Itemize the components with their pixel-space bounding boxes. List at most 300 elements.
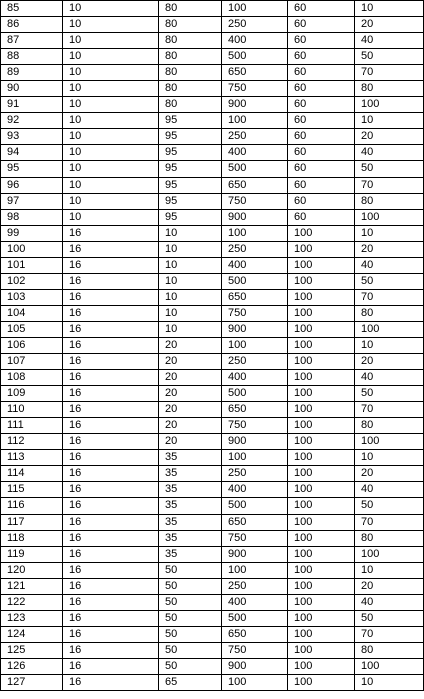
table-cell: 400 bbox=[222, 257, 288, 273]
table-row bbox=[1, 530, 424, 546]
table-cell: 110 bbox=[1, 402, 63, 418]
table-row bbox=[1, 33, 424, 49]
table-cell: 10 bbox=[355, 450, 424, 466]
table-cell: 16 bbox=[63, 674, 159, 690]
table-cell: 99 bbox=[1, 225, 63, 241]
table-cell: 80 bbox=[355, 642, 424, 658]
table-cell: 500 bbox=[222, 498, 288, 514]
table-cell: 80 bbox=[159, 33, 222, 49]
table-body bbox=[1, 1, 424, 691]
table-cell: 16 bbox=[63, 402, 159, 418]
table-cell: 100 bbox=[288, 658, 355, 674]
table-row bbox=[1, 273, 424, 289]
table-cell: 20 bbox=[159, 434, 222, 450]
table-cell: 20 bbox=[159, 337, 222, 353]
table-row bbox=[1, 418, 424, 434]
table-cell: 16 bbox=[63, 434, 159, 450]
table-cell: 20 bbox=[355, 129, 424, 145]
table-cell: 40 bbox=[355, 594, 424, 610]
table-cell: 70 bbox=[355, 65, 424, 81]
table-cell: 109 bbox=[1, 386, 63, 402]
table-cell: 35 bbox=[159, 498, 222, 514]
table-cell: 16 bbox=[63, 578, 159, 594]
table-row bbox=[1, 225, 424, 241]
table-cell: 98 bbox=[1, 209, 63, 225]
table-cell: 10 bbox=[355, 113, 424, 129]
table-cell: 100 bbox=[1, 241, 63, 257]
table-cell: 16 bbox=[63, 642, 159, 658]
table-cell: 60 bbox=[288, 209, 355, 225]
table-cell: 115 bbox=[1, 482, 63, 498]
table-row bbox=[1, 161, 424, 177]
table-cell: 100 bbox=[288, 225, 355, 241]
table-cell: 100 bbox=[288, 578, 355, 594]
table-cell: 16 bbox=[63, 386, 159, 402]
table-cell: 100 bbox=[288, 610, 355, 626]
table-cell: 80 bbox=[355, 418, 424, 434]
table-cell: 60 bbox=[288, 145, 355, 161]
table-cell: 10 bbox=[63, 145, 159, 161]
table-cell: 35 bbox=[159, 514, 222, 530]
table-row bbox=[1, 289, 424, 305]
table-cell: 10 bbox=[159, 321, 222, 337]
table-cell: 80 bbox=[355, 193, 424, 209]
table-row bbox=[1, 49, 424, 65]
table-cell: 100 bbox=[222, 562, 288, 578]
table-cell: 250 bbox=[222, 578, 288, 594]
table-row bbox=[1, 386, 424, 402]
table-cell: 16 bbox=[63, 273, 159, 289]
table-cell: 750 bbox=[222, 530, 288, 546]
table-cell: 16 bbox=[63, 530, 159, 546]
table-cell: 100 bbox=[288, 546, 355, 562]
table-cell: 91 bbox=[1, 97, 63, 113]
table-row bbox=[1, 434, 424, 450]
table-cell: 20 bbox=[355, 578, 424, 594]
table-cell: 10 bbox=[63, 33, 159, 49]
table-cell: 100 bbox=[288, 642, 355, 658]
table-cell: 16 bbox=[63, 546, 159, 562]
table-cell: 500 bbox=[222, 161, 288, 177]
table-cell: 650 bbox=[222, 626, 288, 642]
table-cell: 95 bbox=[159, 145, 222, 161]
table-cell: 400 bbox=[222, 482, 288, 498]
table-cell: 95 bbox=[1, 161, 63, 177]
table-cell: 95 bbox=[159, 177, 222, 193]
table-cell: 20 bbox=[159, 402, 222, 418]
table-cell: 10 bbox=[63, 113, 159, 129]
table-cell: 40 bbox=[355, 33, 424, 49]
table-cell: 95 bbox=[159, 193, 222, 209]
table-cell: 60 bbox=[288, 1, 355, 17]
table-cell: 100 bbox=[222, 674, 288, 690]
table-cell: 40 bbox=[355, 370, 424, 386]
table-cell: 16 bbox=[63, 321, 159, 337]
table-cell: 16 bbox=[63, 626, 159, 642]
table-cell: 100 bbox=[288, 466, 355, 482]
table-row bbox=[1, 65, 424, 81]
table-cell: 10 bbox=[159, 273, 222, 289]
table-cell: 16 bbox=[63, 257, 159, 273]
table-cell: 124 bbox=[1, 626, 63, 642]
table-cell: 92 bbox=[1, 113, 63, 129]
table-cell: 100 bbox=[288, 241, 355, 257]
table-cell: 50 bbox=[159, 658, 222, 674]
table-cell: 250 bbox=[222, 17, 288, 33]
table-cell: 50 bbox=[355, 161, 424, 177]
table-cell: 100 bbox=[288, 305, 355, 321]
table-cell: 122 bbox=[1, 594, 63, 610]
table-cell: 35 bbox=[159, 546, 222, 562]
table-cell: 50 bbox=[355, 386, 424, 402]
table-cell: 20 bbox=[159, 418, 222, 434]
table-cell: 80 bbox=[159, 97, 222, 113]
table-cell: 10 bbox=[159, 257, 222, 273]
table-cell: 50 bbox=[159, 626, 222, 642]
table-cell: 65 bbox=[159, 674, 222, 690]
table-cell: 80 bbox=[159, 65, 222, 81]
table-row bbox=[1, 97, 424, 113]
table-cell: 118 bbox=[1, 530, 63, 546]
table-row bbox=[1, 466, 424, 482]
table-cell: 100 bbox=[288, 626, 355, 642]
table-cell: 100 bbox=[288, 257, 355, 273]
table-cell: 105 bbox=[1, 321, 63, 337]
table-cell: 20 bbox=[355, 17, 424, 33]
table-row bbox=[1, 129, 424, 145]
table-cell: 112 bbox=[1, 434, 63, 450]
table-cell: 400 bbox=[222, 145, 288, 161]
table-cell: 16 bbox=[63, 594, 159, 610]
table-cell: 20 bbox=[159, 370, 222, 386]
table-cell: 100 bbox=[288, 370, 355, 386]
table-cell: 60 bbox=[288, 161, 355, 177]
table-cell: 40 bbox=[355, 257, 424, 273]
table-row bbox=[1, 370, 424, 386]
table-cell: 94 bbox=[1, 145, 63, 161]
table-cell: 70 bbox=[355, 626, 424, 642]
table-cell: 60 bbox=[288, 65, 355, 81]
table-cell: 60 bbox=[288, 97, 355, 113]
table-cell: 16 bbox=[63, 241, 159, 257]
table-cell: 100 bbox=[222, 337, 288, 353]
table-cell: 121 bbox=[1, 578, 63, 594]
table-cell: 70 bbox=[355, 289, 424, 305]
table-cell: 16 bbox=[63, 562, 159, 578]
table-row bbox=[1, 257, 424, 273]
table-cell: 400 bbox=[222, 370, 288, 386]
table-cell: 250 bbox=[222, 466, 288, 482]
table-cell: 16 bbox=[63, 450, 159, 466]
table-row bbox=[1, 1, 424, 17]
table-cell: 50 bbox=[159, 562, 222, 578]
table-cell: 120 bbox=[1, 562, 63, 578]
table-row bbox=[1, 482, 424, 498]
table-cell: 16 bbox=[63, 658, 159, 674]
table-cell: 80 bbox=[159, 17, 222, 33]
table-cell: 20 bbox=[159, 354, 222, 370]
table-row bbox=[1, 177, 424, 193]
table-cell: 100 bbox=[288, 562, 355, 578]
table-cell: 100 bbox=[288, 594, 355, 610]
table-cell: 16 bbox=[63, 225, 159, 241]
table-cell: 100 bbox=[288, 289, 355, 305]
table-cell: 95 bbox=[159, 161, 222, 177]
table-cell: 10 bbox=[159, 289, 222, 305]
table-cell: 900 bbox=[222, 658, 288, 674]
table-cell: 100 bbox=[288, 418, 355, 434]
table-row bbox=[1, 17, 424, 33]
table-cell: 111 bbox=[1, 418, 63, 434]
table-cell: 93 bbox=[1, 129, 63, 145]
table-cell: 80 bbox=[355, 530, 424, 546]
table-cell: 80 bbox=[159, 49, 222, 65]
table-row bbox=[1, 354, 424, 370]
table-row bbox=[1, 658, 424, 674]
table-cell: 16 bbox=[63, 337, 159, 353]
table-cell: 100 bbox=[288, 337, 355, 353]
table-cell: 95 bbox=[159, 129, 222, 145]
table-cell: 35 bbox=[159, 450, 222, 466]
table-cell: 750 bbox=[222, 642, 288, 658]
table-cell: 119 bbox=[1, 546, 63, 562]
table-cell: 127 bbox=[1, 674, 63, 690]
table-cell: 100 bbox=[288, 514, 355, 530]
table-cell: 96 bbox=[1, 177, 63, 193]
table-cell: 108 bbox=[1, 370, 63, 386]
table-cell: 900 bbox=[222, 434, 288, 450]
table-cell: 500 bbox=[222, 273, 288, 289]
table-cell: 100 bbox=[288, 450, 355, 466]
table-cell: 50 bbox=[159, 594, 222, 610]
table-cell: 10 bbox=[63, 65, 159, 81]
table-cell: 100 bbox=[288, 674, 355, 690]
table-cell: 35 bbox=[159, 530, 222, 546]
table-cell: 100 bbox=[288, 402, 355, 418]
table-cell: 650 bbox=[222, 65, 288, 81]
table-row bbox=[1, 241, 424, 257]
table-cell: 50 bbox=[355, 498, 424, 514]
table-row bbox=[1, 402, 424, 418]
table-row bbox=[1, 81, 424, 97]
table-cell: 10 bbox=[63, 161, 159, 177]
table-cell: 60 bbox=[288, 33, 355, 49]
table-cell: 100 bbox=[355, 209, 424, 225]
table-cell: 103 bbox=[1, 289, 63, 305]
table-cell: 100 bbox=[355, 658, 424, 674]
table-cell: 500 bbox=[222, 386, 288, 402]
table-cell: 80 bbox=[159, 81, 222, 97]
table-cell: 10 bbox=[159, 305, 222, 321]
table-cell: 89 bbox=[1, 65, 63, 81]
table-cell: 10 bbox=[355, 674, 424, 690]
table-cell: 100 bbox=[288, 273, 355, 289]
table-cell: 50 bbox=[159, 610, 222, 626]
table-row bbox=[1, 546, 424, 562]
table-cell: 40 bbox=[355, 482, 424, 498]
table-cell: 60 bbox=[288, 129, 355, 145]
table-cell: 125 bbox=[1, 642, 63, 658]
table-cell: 100 bbox=[288, 498, 355, 514]
table-cell: 101 bbox=[1, 257, 63, 273]
table-cell: 750 bbox=[222, 418, 288, 434]
table-cell: 10 bbox=[63, 209, 159, 225]
table-cell: 60 bbox=[288, 193, 355, 209]
table-cell: 70 bbox=[355, 514, 424, 530]
table-cell: 10 bbox=[355, 562, 424, 578]
table-cell: 50 bbox=[159, 578, 222, 594]
table-cell: 80 bbox=[159, 1, 222, 17]
table-cell: 100 bbox=[288, 386, 355, 402]
table-cell: 20 bbox=[159, 386, 222, 402]
table-cell: 100 bbox=[288, 434, 355, 450]
table-cell: 16 bbox=[63, 289, 159, 305]
table-cell: 100 bbox=[222, 225, 288, 241]
table-cell: 750 bbox=[222, 305, 288, 321]
table-cell: 86 bbox=[1, 17, 63, 33]
table-cell: 126 bbox=[1, 658, 63, 674]
table-cell: 100 bbox=[222, 113, 288, 129]
table-cell: 60 bbox=[288, 81, 355, 97]
table-cell: 60 bbox=[288, 49, 355, 65]
table-cell: 250 bbox=[222, 241, 288, 257]
table-cell: 50 bbox=[355, 273, 424, 289]
table-row bbox=[1, 209, 424, 225]
table-cell: 10 bbox=[63, 81, 159, 97]
table-cell: 123 bbox=[1, 610, 63, 626]
table-cell: 650 bbox=[222, 177, 288, 193]
table-cell: 87 bbox=[1, 33, 63, 49]
table-cell: 100 bbox=[222, 450, 288, 466]
table-cell: 106 bbox=[1, 337, 63, 353]
table-cell: 250 bbox=[222, 354, 288, 370]
table-cell: 70 bbox=[355, 402, 424, 418]
table-cell: 50 bbox=[159, 642, 222, 658]
table-cell: 114 bbox=[1, 466, 63, 482]
table-cell: 650 bbox=[222, 402, 288, 418]
table-cell: 900 bbox=[222, 321, 288, 337]
table-row bbox=[1, 594, 424, 610]
table-cell: 60 bbox=[288, 17, 355, 33]
table-cell: 97 bbox=[1, 193, 63, 209]
table-cell: 95 bbox=[159, 209, 222, 225]
table-cell: 116 bbox=[1, 498, 63, 514]
table-cell: 10 bbox=[159, 225, 222, 241]
table-row bbox=[1, 450, 424, 466]
table-cell: 113 bbox=[1, 450, 63, 466]
table-cell: 16 bbox=[63, 610, 159, 626]
table-row bbox=[1, 514, 424, 530]
table-cell: 80 bbox=[355, 305, 424, 321]
table-cell: 60 bbox=[288, 177, 355, 193]
table-cell: 50 bbox=[355, 610, 424, 626]
table-cell: 900 bbox=[222, 546, 288, 562]
table-cell: 102 bbox=[1, 273, 63, 289]
table-cell: 650 bbox=[222, 289, 288, 305]
table-cell: 400 bbox=[222, 594, 288, 610]
table-cell: 80 bbox=[355, 81, 424, 97]
table-cell: 95 bbox=[159, 113, 222, 129]
table-cell: 100 bbox=[288, 321, 355, 337]
table-row bbox=[1, 337, 424, 353]
table-cell: 400 bbox=[222, 33, 288, 49]
table-cell: 117 bbox=[1, 514, 63, 530]
table-cell: 20 bbox=[355, 466, 424, 482]
table-cell: 10 bbox=[159, 241, 222, 257]
table-cell: 100 bbox=[288, 530, 355, 546]
table-row bbox=[1, 610, 424, 626]
table-cell: 50 bbox=[355, 49, 424, 65]
table-row bbox=[1, 642, 424, 658]
table-cell: 40 bbox=[355, 145, 424, 161]
table-cell: 70 bbox=[355, 177, 424, 193]
table-row bbox=[1, 578, 424, 594]
table-cell: 16 bbox=[63, 354, 159, 370]
table-cell: 250 bbox=[222, 129, 288, 145]
table-cell: 750 bbox=[222, 193, 288, 209]
table-cell: 500 bbox=[222, 49, 288, 65]
table-cell: 20 bbox=[355, 354, 424, 370]
table-row bbox=[1, 305, 424, 321]
table-cell: 35 bbox=[159, 482, 222, 498]
table-cell: 100 bbox=[288, 354, 355, 370]
table-row bbox=[1, 626, 424, 642]
table-cell: 104 bbox=[1, 305, 63, 321]
table-cell: 16 bbox=[63, 418, 159, 434]
table-cell: 88 bbox=[1, 49, 63, 65]
table-cell: 16 bbox=[63, 466, 159, 482]
table-cell: 10 bbox=[355, 225, 424, 241]
table-row bbox=[1, 321, 424, 337]
table-cell: 10 bbox=[63, 129, 159, 145]
table-cell: 100 bbox=[355, 434, 424, 450]
table-cell: 10 bbox=[63, 97, 159, 113]
table-cell: 90 bbox=[1, 81, 63, 97]
table-cell: 85 bbox=[1, 1, 63, 17]
table-row bbox=[1, 674, 424, 690]
table-cell: 60 bbox=[288, 113, 355, 129]
table-row bbox=[1, 145, 424, 161]
table-cell: 10 bbox=[63, 17, 159, 33]
table-cell: 100 bbox=[355, 321, 424, 337]
table-cell: 35 bbox=[159, 466, 222, 482]
table-cell: 900 bbox=[222, 97, 288, 113]
table-cell: 16 bbox=[63, 482, 159, 498]
table-cell: 750 bbox=[222, 81, 288, 97]
table-cell: 16 bbox=[63, 514, 159, 530]
table-cell: 10 bbox=[63, 1, 159, 17]
table-row bbox=[1, 562, 424, 578]
table-cell: 10 bbox=[355, 337, 424, 353]
table-cell: 500 bbox=[222, 610, 288, 626]
table-cell: 100 bbox=[355, 546, 424, 562]
table-cell: 16 bbox=[63, 498, 159, 514]
table-cell: 20 bbox=[355, 241, 424, 257]
table-cell: 650 bbox=[222, 514, 288, 530]
table-cell: 100 bbox=[222, 1, 288, 17]
table-cell: 16 bbox=[63, 305, 159, 321]
table-row bbox=[1, 193, 424, 209]
table-cell: 10 bbox=[63, 193, 159, 209]
table-cell: 100 bbox=[355, 97, 424, 113]
table-cell: 900 bbox=[222, 209, 288, 225]
table-cell: 10 bbox=[63, 177, 159, 193]
table-cell: 100 bbox=[288, 482, 355, 498]
table-cell: 16 bbox=[63, 370, 159, 386]
table-cell: 10 bbox=[355, 1, 424, 17]
table-row bbox=[1, 113, 424, 129]
table-cell: 10 bbox=[63, 49, 159, 65]
